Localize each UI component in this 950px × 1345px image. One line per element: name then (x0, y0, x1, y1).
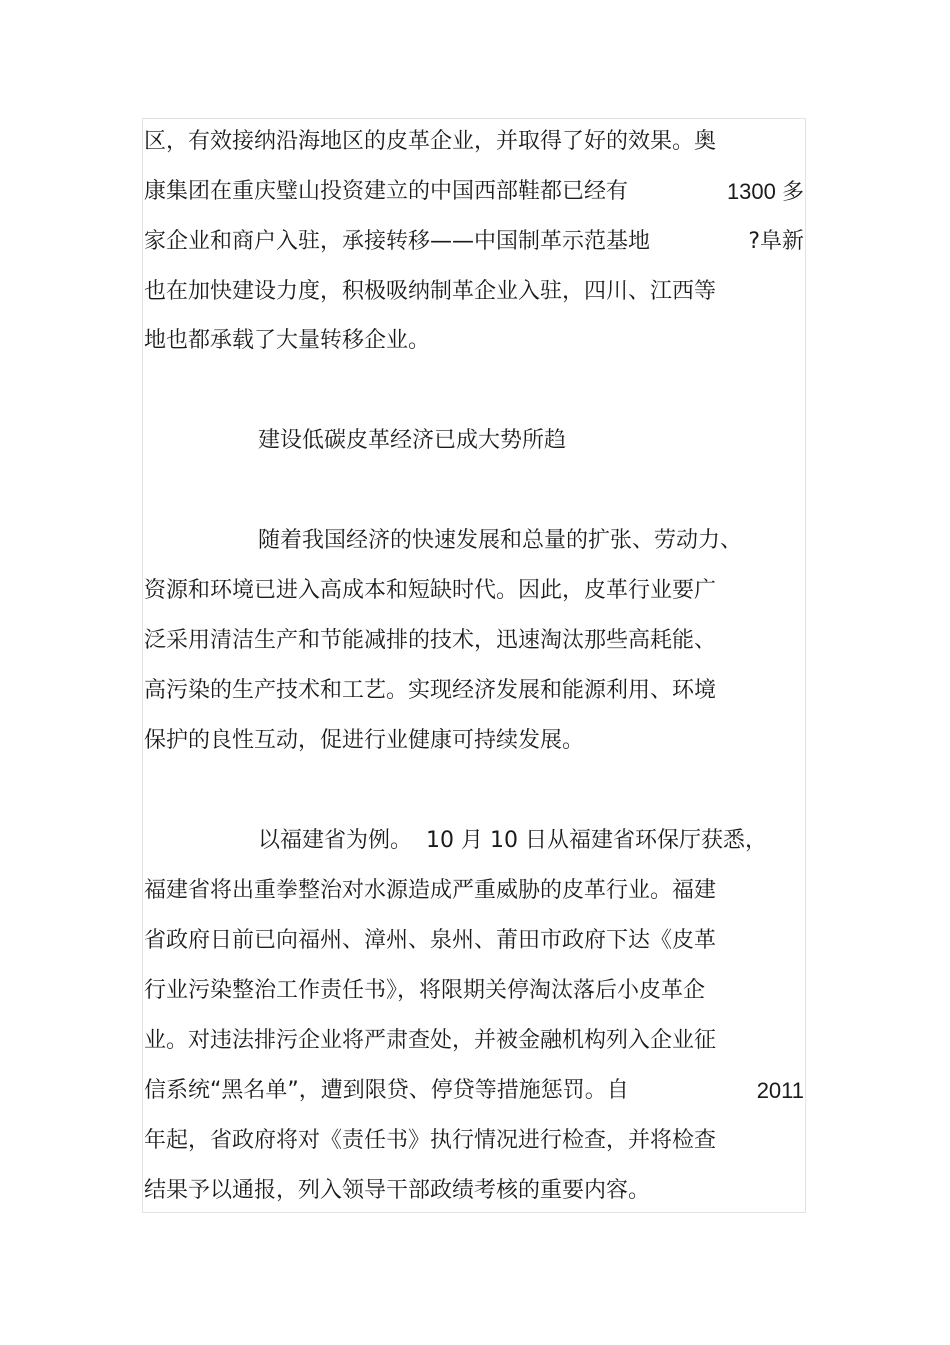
paragraph-3-line-1 (258, 826, 804, 856)
text-line: 高污染的生产技术和工艺。实现经济发展和能源利用、环境 (144, 678, 717, 703)
paragraph-2-line-2 (144, 576, 804, 606)
paragraph-2-line-4 (144, 676, 804, 706)
text-line: 也在加快建设力度，积极吸纳制革企业入驻，四川、江西等 (144, 279, 717, 304)
text-line: 行业污染整治工作责任书》，将限期关停淘汰落后小皮革企 (144, 978, 706, 1003)
paragraph-3-line-2 (144, 876, 804, 906)
paragraph-3-line-5 (144, 1026, 804, 1056)
text-number: 2011 (756, 1078, 804, 1103)
paragraph-1-line-5 (144, 326, 804, 356)
paragraph-2-line-1 (258, 526, 804, 556)
paragraph-2-line-3 (144, 626, 804, 656)
text-line: 结果予以通报，列入领导干部政绩考核的重要内容。 (144, 1178, 651, 1203)
text-line: 年起，省政府将对《责任书》执行情况进行检查，并将检查 (144, 1128, 717, 1153)
text-line: 信系统“黑名单”，遭到限贷、停贷等措施惩罚。自 (144, 1078, 629, 1103)
text-number: 1300 多 (726, 179, 804, 204)
text-line: 福建省将出重拳整治对水源造成严重威胁的皮革行业。福建 (144, 878, 717, 903)
heading-text: 建设低碳皮革经济已成大势所趋 (258, 428, 567, 453)
paragraph-3-line-3 (144, 926, 804, 956)
paragraph-1-line-2 (144, 177, 804, 207)
text-line: 省政府日前已向福州、漳州、泉州、莆田市政府下达《皮革 (144, 928, 717, 953)
text-line: 业。对违法排污企业将严肃查处，并被金融机构列入企业征 (144, 1028, 717, 1053)
paragraph-3-line-4 (144, 976, 804, 1006)
text-line: 家企业和商户入驻，承接转移——中国制革示范基地 (144, 229, 651, 254)
paragraph-3-line-8 (144, 1176, 804, 1206)
text-line: 以福建省为例。 10 月 10 日从福建省环保厅获悉， (258, 828, 767, 853)
text-line: 地也都承载了大量转移企业。 (144, 328, 431, 353)
text-line: 区，有效接纳沿海地区的皮革企业，并取得了好的效果。奥 (144, 129, 717, 154)
paragraph-1-line-4 (144, 277, 804, 307)
paragraph-1-line-3 (144, 227, 804, 257)
text-line: 泛采用清洁生产和节能减排的技术，迅速淘汰那些高耗能、 (144, 628, 717, 653)
text-line: 康集团在重庆璧山投资建立的中国西部鞋都已经有 (144, 179, 629, 204)
text-line: 资源和环境已进入高成本和短缺时代。因此，皮革行业要广 (144, 578, 717, 603)
text-line: 保护的良性互动，促进行业健康可持续发展。 (144, 728, 585, 753)
text-line: 随着我国经济的快速发展和总量的扩张、劳动力、 (258, 528, 743, 553)
paragraph-3-line-6 (144, 1076, 804, 1106)
paragraph-2-line-5 (144, 726, 804, 756)
text-fragment: ?阜新 (748, 229, 804, 254)
section-heading (258, 426, 804, 456)
paragraph-1-line-1 (144, 127, 804, 157)
paragraph-3-line-7 (144, 1126, 804, 1156)
